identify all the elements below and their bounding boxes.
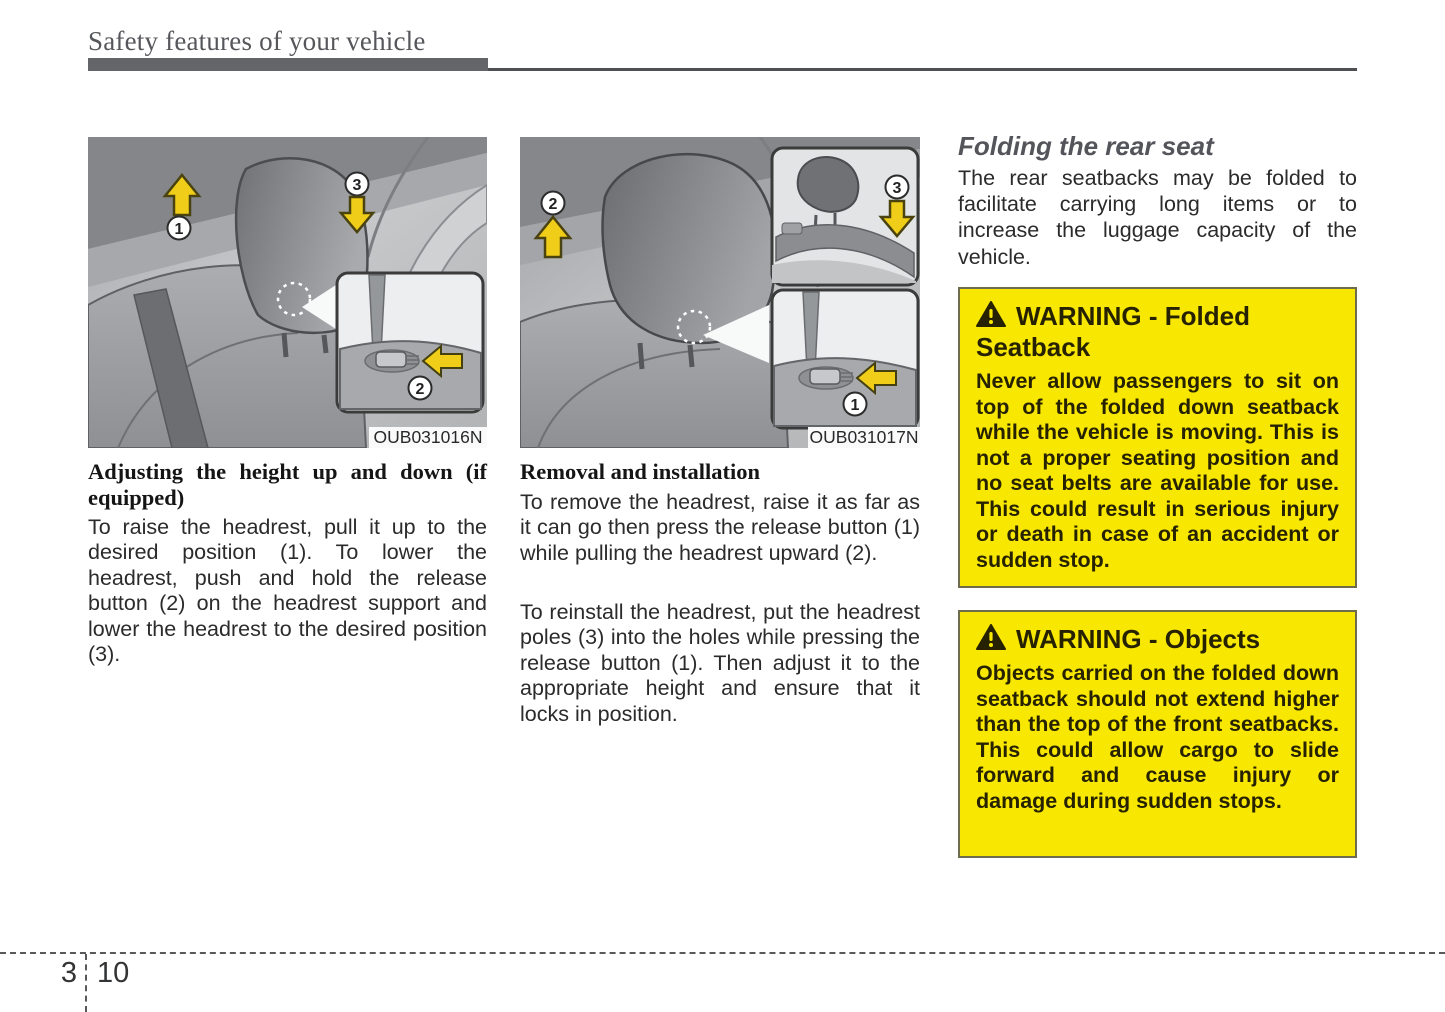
folded-seat-inset — [772, 148, 918, 285]
figure-headrest-removal — [520, 137, 920, 448]
body-paragraph: To raise the headrest, pull it up to the desired position (1). To lower the headrest, push and hold the release button (2) on the headrest support and lower the headrest to the desired position (3). — [88, 515, 487, 667]
figure-caption: OUB031017N — [809, 427, 919, 447]
warning-title: WARNING - Folded Seatback — [976, 301, 1250, 362]
section-heading-folding-rear-seat: Folding the rear seat — [958, 131, 1214, 161]
page-title: Safety features of your vehicle — [88, 26, 426, 56]
body-paragraph: To reinstall the headrest, put the headrest poles (3) into the holes while pressing the release button (1). Then adjust it to the appropriate height and ensure that it locks in position. — [520, 600, 920, 726]
footer-chapter-number: 3 — [60, 957, 77, 989]
section-heading-adjusting-height: Adjusting the height up and down (if equipped) — [88, 459, 487, 510]
figure-headrest-height-adjust — [88, 137, 487, 448]
warning-body: Objects carried on the folded down seatback should not extend higher than the top of the front seatbacks. This could allow cargo to slide forward and cause injury or damage during sudden stops. — [976, 661, 1339, 813]
warning-box-folded-seatback — [958, 287, 1357, 588]
warning-title: WARNING - Objects — [1016, 624, 1261, 654]
title-rule-thin — [488, 68, 1357, 71]
title-rule-thick — [88, 58, 488, 71]
release-button-inset — [337, 273, 483, 412]
section-heading-removal-installation: Removal and installation — [520, 459, 761, 484]
release-button — [376, 352, 406, 367]
figure-caption: OUB031016N — [373, 427, 483, 447]
warning-triangle-icon — [976, 301, 1006, 328]
callout-number-raise: 1 — [174, 221, 184, 238]
callout-number-pull-up: 2 — [548, 196, 558, 213]
callout-number-lower: 3 — [352, 177, 362, 194]
callout-number-release: 2 — [415, 381, 425, 398]
seatback-latch — [782, 223, 802, 234]
callout-number-release: 1 — [850, 397, 860, 414]
footer-divider — [0, 952, 1445, 954]
warning-body: Never allow passengers to sit on top of the folded down seatback while the vehicle is moving. This is not a proper seating position and no seat belts are available for use. This could result in serious injury or death in case of an accident or sudden stop. — [976, 369, 1339, 572]
warning-box-objects — [958, 610, 1357, 858]
seat-top — [340, 341, 481, 409]
release-button-inset — [772, 290, 918, 428]
body-paragraph: The rear seatbacks may be folded to facilitate carrying long items or to increase the luggage capacity of the vehicle. — [958, 166, 1357, 269]
headrest-adjust-illustration — [88, 137, 487, 448]
warning-title-row — [976, 301, 1339, 363]
seat-top — [774, 358, 916, 426]
headrest-pole — [690, 345, 692, 367]
callout-number-insert: 3 — [892, 180, 902, 197]
headrest-small — [798, 157, 859, 212]
headrest-pole — [640, 343, 642, 369]
headrest-pole — [284, 333, 286, 357]
footer-vertical-divider — [85, 954, 87, 1012]
footer-page-number: 10 — [97, 957, 130, 989]
headrest-pole — [324, 335, 326, 353]
release-button — [810, 369, 840, 384]
headrest-removal-illustration — [520, 137, 920, 448]
body-paragraph: To remove the headrest, raise it as far as it can go then press the release button (1) while pulling the headrest upward (2). — [520, 490, 920, 565]
warning-triangle-icon — [976, 624, 1006, 651]
warning-title-row — [976, 624, 1339, 655]
